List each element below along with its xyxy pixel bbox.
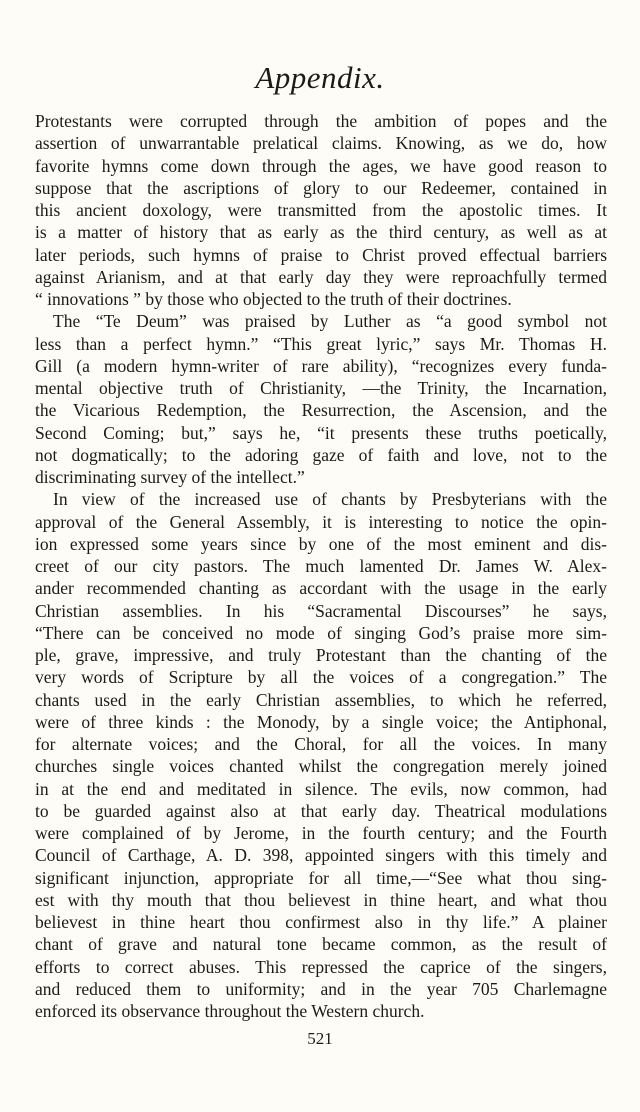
text-line: ander recommended chanting as accordant with the usage in the early bbox=[35, 578, 607, 599]
text-line: Council of Carthage, A. D. 398, appointed singers with this timely and bbox=[35, 845, 607, 866]
text-line: suppose that the ascriptions of glory to our Redeemer, contained in bbox=[35, 177, 607, 198]
page-number: 521 bbox=[307, 1029, 333, 1048]
text-line: the Vicarious Redemption, the Resurrection, the Ascension, and the bbox=[35, 400, 607, 421]
text-line: Christian assemblies. In his “Sacramental Discourses” he says, bbox=[35, 600, 607, 621]
text-line: against Arianism, and at that early day they were reproachfully termed bbox=[35, 266, 607, 287]
text-line: is a matter of history that as early as the third century, as well as at bbox=[35, 222, 607, 243]
text-line: approval of the General Assembly, it is interesting to notice the opin- bbox=[35, 511, 607, 532]
text-line: mental objective truth of Christianity, —the Trinity, the Incarnation, bbox=[35, 378, 607, 398]
text-line: believest in thine heart thou confirmest also in thy life.” A plainer bbox=[35, 912, 607, 932]
text-line: Gill (a modern hymn-writer of rare ability), “recognizes every funda- bbox=[35, 355, 607, 376]
text-line: to be guarded against also at that early day. Theatrical modulations bbox=[35, 800, 607, 821]
text-line: in at the end and meditated in silence. The evils, now common, had bbox=[35, 778, 607, 799]
text-line: very words of Scripture by all the voices of a congregation.” The bbox=[35, 667, 607, 688]
text-line: less than a perfect hymn.” “This great lyric,” says Mr. Thomas H. bbox=[35, 333, 607, 354]
text-line: churches single voices chanted whilst the congregation merely joined bbox=[35, 756, 607, 777]
text-line: favorite hymns come down through the ages, we have good reason to bbox=[35, 155, 607, 176]
text-line: for alternate voices; and the Choral, for all the voices. In many bbox=[35, 734, 607, 754]
text-line: “ innovations ” by those who objected to the truth of their doctrines. bbox=[35, 289, 512, 309]
text-line: Protestants were corrupted through the ambition of popes and the bbox=[35, 111, 607, 131]
text-line: “There can be conceived no mode of singing God’s praise more sim- bbox=[35, 622, 607, 643]
text-line: discriminating survey of the intellect.” bbox=[35, 467, 305, 487]
text-line: In view of the increased use of chants by Presbyterians with the bbox=[53, 489, 607, 510]
text-line: efforts to correct abuses. This repressed the caprice of the singers, bbox=[35, 956, 607, 977]
text-line: significant injunction, appropriate for all time,—“See what thou sing- bbox=[35, 867, 607, 888]
text-line: assertion of unwarrantable prelatical claims. Knowing, as we do, how bbox=[35, 133, 607, 154]
text-line: enforced its observance throughout the Western church. bbox=[35, 1001, 425, 1021]
text-line: est with thy mouth that thou believest in thine heart, and what thou bbox=[35, 889, 607, 910]
text-line: not dogmatically; to the adoring gaze of faith and love, not to the bbox=[35, 444, 607, 465]
text-line: chants used in the early Christian assemblies, to which he referred, bbox=[35, 689, 607, 710]
running-header: Appendix. bbox=[255, 60, 385, 95]
text-line: Second Coming; but,” says he, “it presents these truths poetically, bbox=[35, 422, 607, 443]
text-line: chant of grave and natural tone became common, as the result of bbox=[35, 934, 607, 955]
text-line: ple, grave, impressive, and truly Protestant than the chanting of the bbox=[35, 645, 607, 665]
text-line: later periods, such hymns of praise to Christ proved effectual barriers bbox=[35, 244, 607, 265]
body-text bbox=[35, 110, 607, 1022]
text-line: The “Te Deum” was praised by Luther as “a good symbol not bbox=[53, 311, 607, 332]
text-line: ion expressed some years since by one of the most eminent and dis- bbox=[35, 533, 607, 554]
text-line: were of three kinds : the Monody, by a single voice; the Antiphonal, bbox=[35, 711, 607, 732]
text-line: were complained of by Jerome, in the fourth century; and the Fourth bbox=[35, 823, 607, 843]
text-line: and reduced them to uniformity; and in the year 705 Charlemagne bbox=[35, 978, 607, 999]
text-line: this ancient doxology, were transmitted from the apostolic times. It bbox=[35, 200, 607, 220]
text-line: creet of our city pastors. The much lamented Dr. James W. Alex- bbox=[35, 556, 607, 576]
